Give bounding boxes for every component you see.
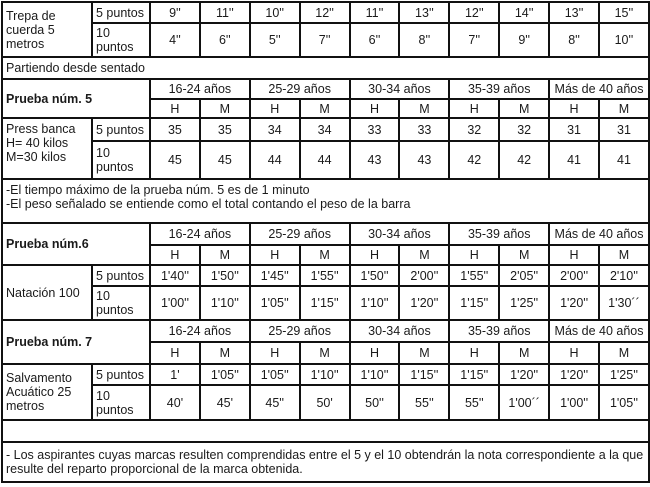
score-cell: 50'' [350,385,400,420]
ten-points-label-line: 10 [96,146,110,160]
trepa-ten-points-row [2,23,649,57]
score-cell: 1'10'' [350,286,400,320]
age-group-header: 35-39 años [449,320,549,342]
prueba7-title: Prueba núm. 7 [2,320,150,364]
trepa-name-line: cuerda 5 [6,22,55,37]
press-name-line: Press banca [6,122,76,136]
score-cell: 1' [150,364,200,385]
score-cell: 11'' [200,2,250,23]
prueba5-notes-row [2,179,649,223]
prueba5-age-header-row [2,79,649,99]
score-cell: 14'' [499,2,549,23]
five-points-label: 5 puntos [92,265,150,286]
ten-points-label-line: puntos [96,40,134,54]
score-cell: 9'' [150,2,200,23]
score-cell: 1'00'' [150,286,200,320]
score-cell: 45 [150,141,200,179]
score-cell: 32 [449,118,499,141]
sex-header: M [599,99,649,118]
score-cell: 1'15'' [300,286,350,320]
age-group-header: 25-29 años [250,223,350,245]
sex-header: M [300,99,350,118]
score-cell: 13'' [549,2,599,23]
score-cell: 1'10'' [350,364,400,385]
physical-test-scoring-table [1,1,650,483]
score-cell: 4'' [150,23,200,57]
score-cell: 45'' [250,385,300,420]
prueba5-note-line: -El peso señalado se entiende como el total contando el peso de la barra [6,197,411,211]
sex-header: H [549,99,599,118]
sex-header: H [350,99,400,118]
prueba5-note-line: -El tiempo máximo de la prueba núm. 5 es de 1 minuto [6,183,310,197]
score-cell: 31 [599,118,649,141]
sex-header: M [200,342,250,364]
score-cell: 11'' [350,2,400,23]
score-cell: 35 [200,118,250,141]
score-cell: 1'10'' [200,286,250,320]
trepa-five-points-row [2,2,649,23]
ten-points-label-line: puntos [96,160,134,174]
score-cell: 1'15'' [449,364,499,385]
age-group-header: 30-34 años [350,223,450,245]
press-name-line: H= 40 kilos [6,136,69,150]
sex-header: M [200,99,250,118]
score-cell: 42 [449,141,499,179]
age-group-header: 16-24 años [150,223,250,245]
ten-points-label-line: 10 [96,388,110,403]
score-cell: 1'55'' [300,265,350,286]
age-group-header: 35-39 años [449,223,549,245]
score-cell: 1'30´´ [599,286,649,320]
sex-header: M [499,99,549,118]
prueba5-five-points-row [2,118,649,141]
score-cell: 55'' [399,385,449,420]
five-points-label: 5 puntos [92,2,150,23]
score-cell: 1'10'' [300,364,350,385]
trepa-name-line: metros [6,36,45,51]
score-cell: 10'' [599,23,649,57]
score-cell: 33 [350,118,400,141]
footer-note-row [2,442,649,482]
score-cell: 2'05'' [499,265,549,286]
sex-header: H [449,245,499,265]
sex-header: H [449,99,499,118]
salvamento-name-line: metros [6,399,45,413]
score-cell: 1'55'' [449,265,499,286]
trepa-test-name [2,2,92,57]
age-group-header: 25-29 años [250,79,350,99]
sex-header: M [399,342,449,364]
score-cell: 42 [499,141,549,179]
score-cell: 35 [150,118,200,141]
prueba6-five-points-row [2,265,649,286]
score-cell: 9'' [499,23,549,57]
sex-header: M [300,245,350,265]
score-cell: 1'25'' [499,286,549,320]
score-cell: 34 [250,118,300,141]
score-cell: 1'40'' [150,265,200,286]
salvamento-name-line: Acuático 25 [6,385,72,399]
score-cell: 45' [200,385,250,420]
score-cell: 55'' [449,385,499,420]
trepa-note-row [2,57,649,79]
age-group-header: Más de 40 años [549,223,649,245]
age-group-header: 35-39 años [449,79,549,99]
score-cell: 15'' [599,2,649,23]
score-cell: 1'45'' [250,265,300,286]
score-cell: 12'' [449,2,499,23]
score-cell: 10'' [250,2,300,23]
score-cell: 2'10'' [599,265,649,286]
score-cell: 13'' [399,2,449,23]
score-cell: 8'' [549,23,599,57]
sex-header: M [599,245,649,265]
five-points-label: 5 puntos [92,118,150,141]
score-cell: 1'05'' [200,364,250,385]
sex-header: M [499,342,549,364]
empty-cell [2,420,649,442]
score-cell: 45 [200,141,250,179]
score-cell: 1'05'' [250,286,300,320]
five-points-label: 5 puntos [92,364,150,385]
ten-points-label-line: puntos [96,303,134,317]
sex-header: H [150,245,200,265]
trepa-name-line: Trepa de [6,8,56,23]
sex-header: H [350,342,400,364]
ten-points-label [92,141,150,179]
sex-header: H [250,342,300,364]
salvamento-test-name [2,364,92,420]
score-cell: 1'20'' [399,286,449,320]
age-group-header: Más de 40 años [549,79,649,99]
sex-header: H [250,245,300,265]
sex-header: H [150,342,200,364]
score-cell: 44 [300,141,350,179]
score-cell: 1'05'' [599,385,649,420]
score-cell: 1'05'' [250,364,300,385]
ten-points-label [92,385,150,420]
score-cell: 6'' [350,23,400,57]
prueba7-ten-points-row [2,385,649,420]
sex-header: H [549,342,599,364]
sex-header: M [499,245,549,265]
score-cell: 12'' [300,2,350,23]
prueba6-ten-points-row [2,286,649,320]
salvamento-name-line: Salvamento [6,371,73,385]
age-group-header: 25-29 años [250,320,350,342]
sex-header: M [399,99,449,118]
score-cell: 5'' [250,23,300,57]
sex-header: M [599,342,649,364]
prueba5-notes [2,179,649,223]
prueba7-age-header-row [2,320,649,342]
prueba6-age-header-row [2,223,649,245]
score-cell: 33 [399,118,449,141]
ten-points-label-line: puntos [96,402,134,417]
sex-header: M [300,342,350,364]
score-cell: 1'00'' [549,385,599,420]
score-cell: 1'50'' [350,265,400,286]
age-group-header: 16-24 años [150,320,250,342]
score-cell: 1'20'' [549,286,599,320]
score-cell: 34 [300,118,350,141]
score-cell: 8'' [399,23,449,57]
score-cell: 7'' [300,23,350,57]
age-group-header: 30-34 años [350,320,450,342]
score-cell: 1'20'' [549,364,599,385]
score-cell: 41 [549,141,599,179]
score-cell: 1'20'' [499,364,549,385]
score-cell: 43 [399,141,449,179]
prueba5-ten-points-row [2,141,649,179]
sex-header: M [399,245,449,265]
press-name-line: M=30 kilos [6,150,67,164]
footer-note: - Los aspirantes cuyas marcas resulten comprendidas entre el 5 y el 10 obtendrán la nota correspondiente a la que resulte del reparto proporcional de la marca obtenida. [2,442,649,482]
ten-points-label-line: 10 [96,289,110,303]
sex-header: H [350,245,400,265]
sex-header: H [449,342,499,364]
sex-header: M [200,245,250,265]
ten-points-label-line: 10 [96,26,110,40]
score-cell: 1'15'' [399,364,449,385]
score-cell: 2'00'' [399,265,449,286]
age-group-header: Más de 40 años [549,320,649,342]
score-cell: 50' [300,385,350,420]
prueba7-five-points-row [2,364,649,385]
empty-row [2,420,649,442]
age-group-header: 16-24 años [150,79,250,99]
score-cell: 40' [150,385,200,420]
trepa-note: Partiendo desde sentado [2,57,649,79]
score-cell: 31 [549,118,599,141]
natacion-test-name: Natación 100 [2,265,92,320]
score-cell: 2'00'' [549,265,599,286]
sex-header: H [150,99,200,118]
ten-points-label [92,286,150,320]
prueba6-title: Prueba núm.6 [2,223,150,265]
score-cell: 43 [350,141,400,179]
score-cell: 32 [499,118,549,141]
score-cell: 1'15'' [449,286,499,320]
score-cell: 44 [250,141,300,179]
score-cell: 1'25'' [599,364,649,385]
ten-points-label [92,23,150,57]
score-cell: 1'50'' [200,265,250,286]
score-cell: 41 [599,141,649,179]
score-cell: 1'00´´ [499,385,549,420]
score-cell: 6'' [200,23,250,57]
score-cell: 7'' [449,23,499,57]
prueba5-title: Prueba núm. 5 [2,79,150,118]
age-group-header: 30-34 años [350,79,450,99]
press-banca-test-name [2,118,92,179]
sex-header: H [250,99,300,118]
sex-header: H [549,245,599,265]
